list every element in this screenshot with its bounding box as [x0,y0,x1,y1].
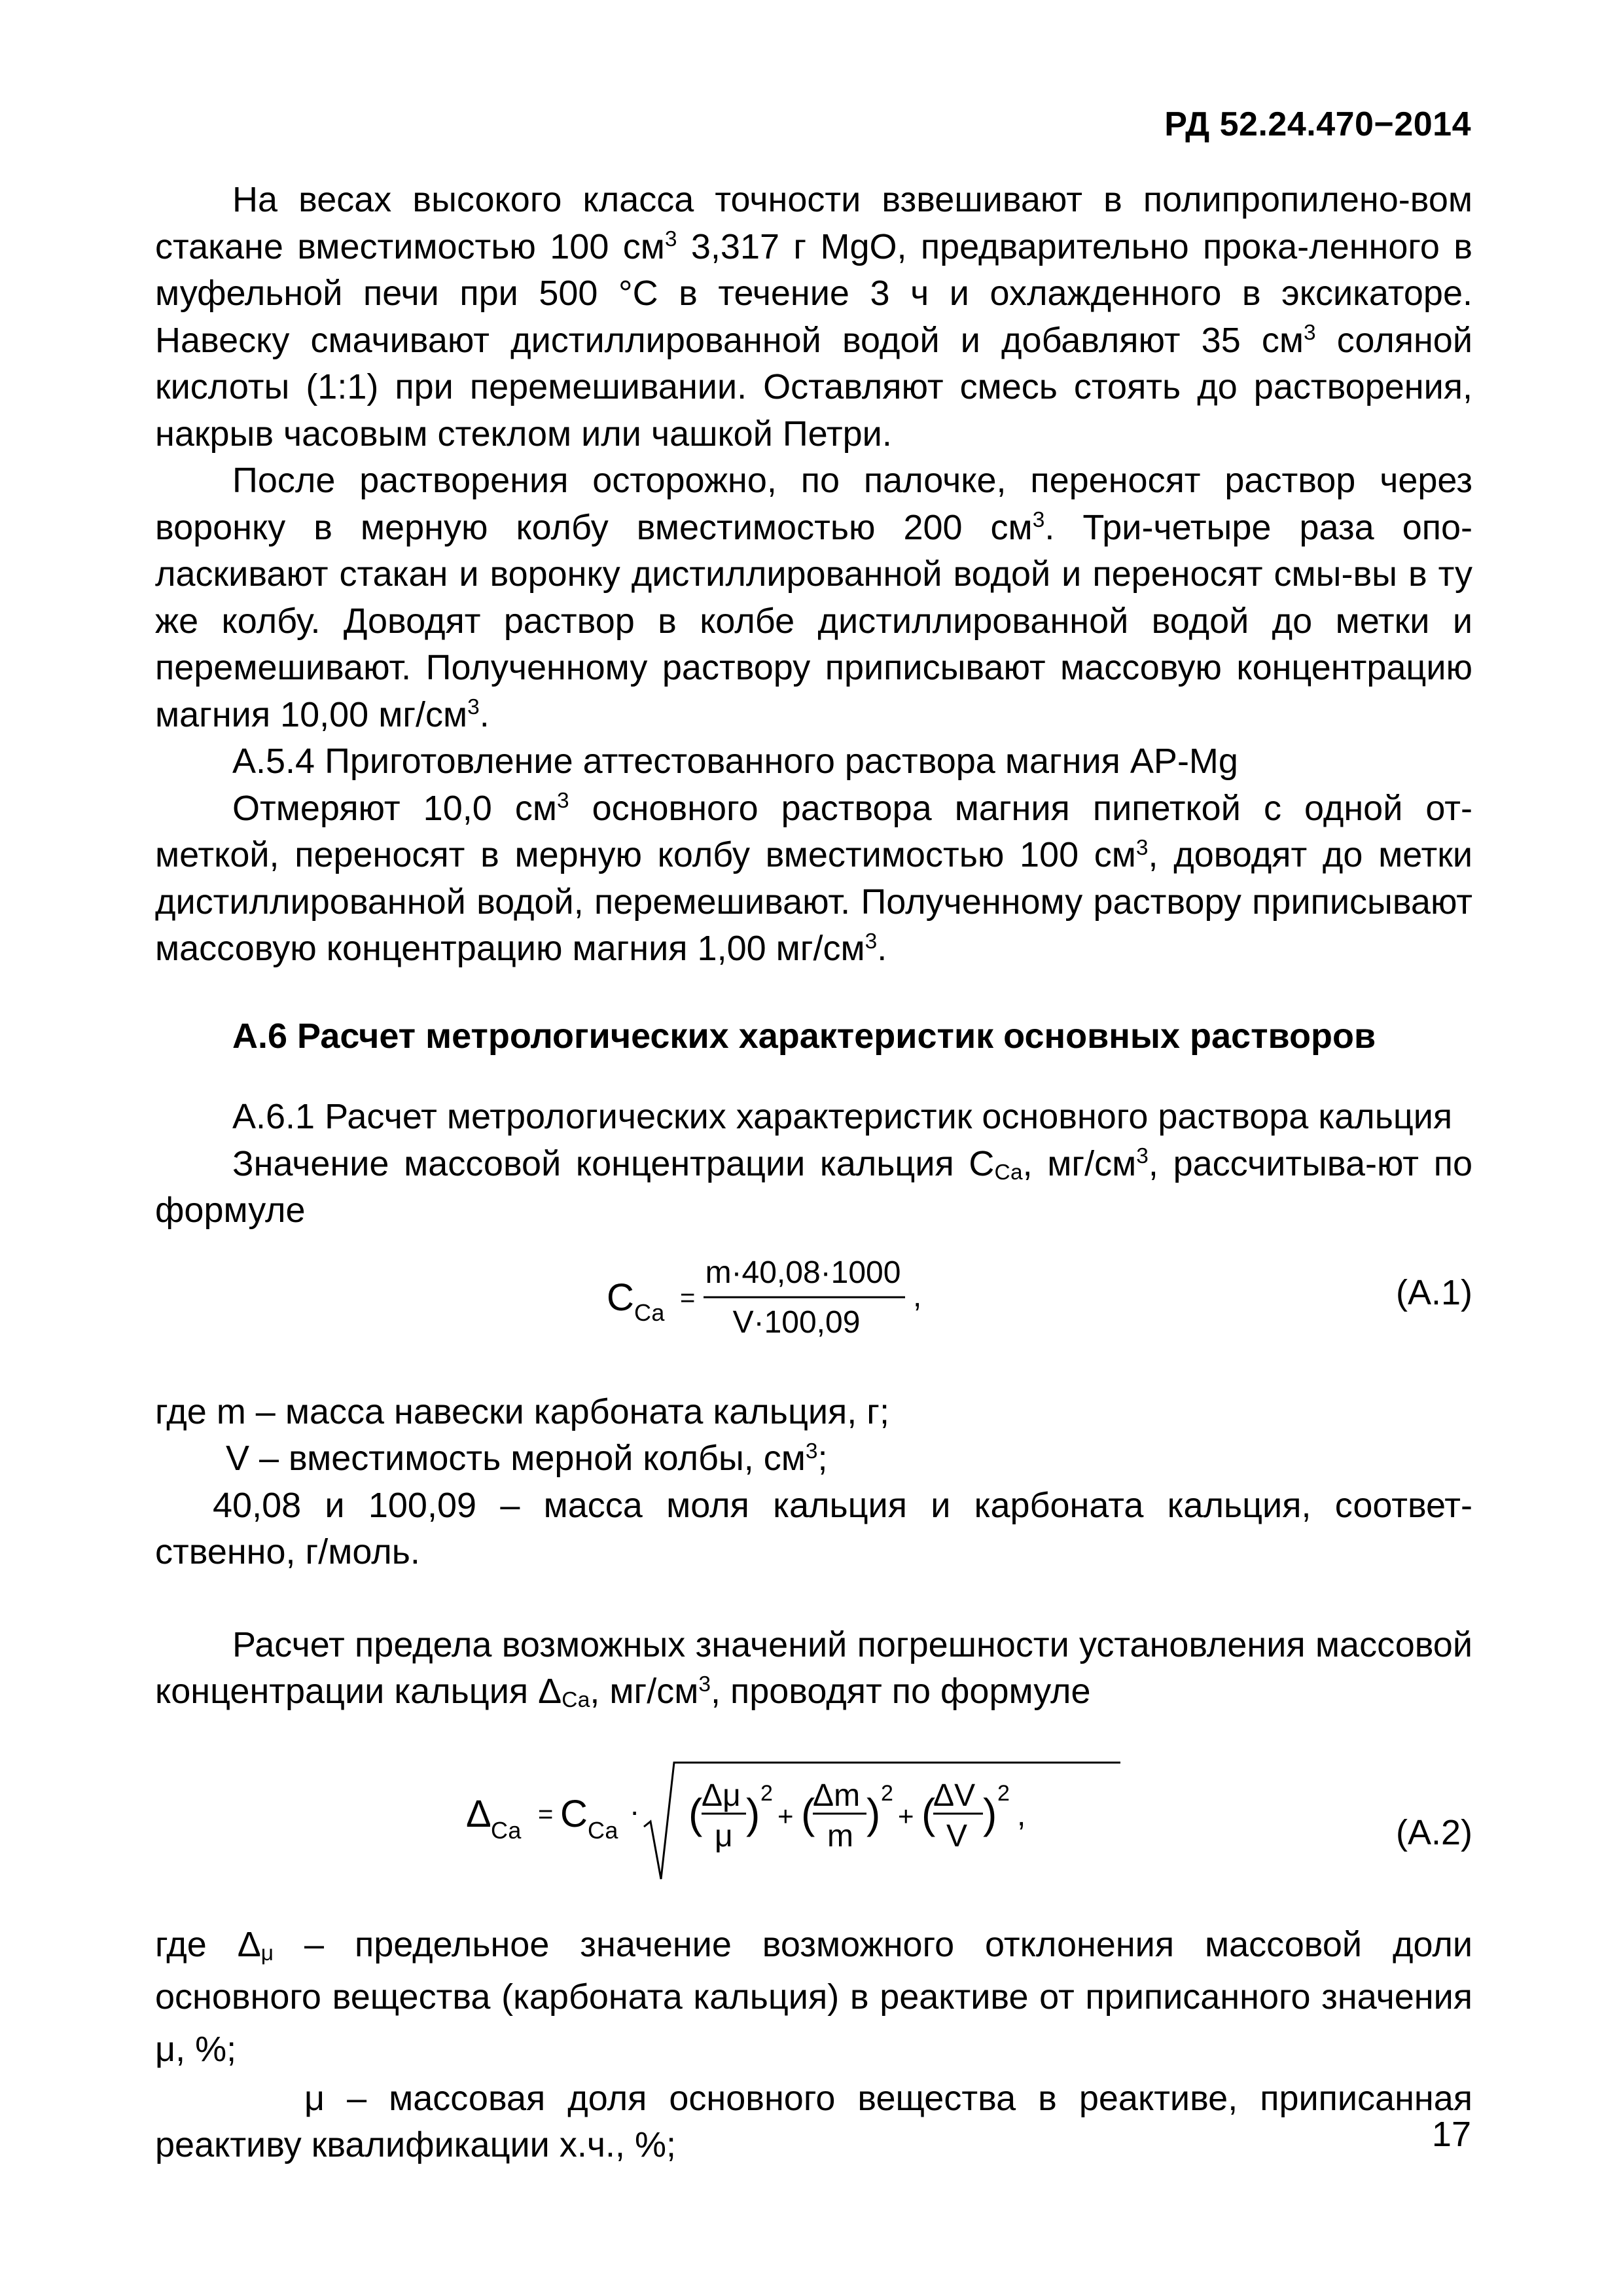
formula-a2-term3-denominator: V [946,1818,968,1854]
formula-a2-plus1: + [777,1800,794,1831]
formula-a2-term2-numerator: Δm [813,1778,861,1813]
subsection-a54-title: А.5.4 Приготовление аттестованного раствора магния АР-Mg [232,742,1238,781]
paren-open-icon: ( [801,1789,815,1837]
page-body [155,177,1472,2169]
document-number: РД 52.24.470−2014 [1164,105,1471,143]
formula-a2-term1-exponent: 2 [760,1780,773,1806]
formula-a1 [155,1238,1472,1363]
formula-a1-equals: = [680,1283,696,1312]
formula-a1-lhs-subscript: Са [634,1299,665,1326]
where-m: где m – масса навески карбоната кальция, г; [155,1391,889,1431]
where-mu: μ – массовая доля основного вещества в реактиве, приписанная реактиву квалификации х.ч., %; [155,2078,1472,2164]
paragraph-concentration-intro: Значение массовой концентрации кальция $С_{Са}$, $мг/см^3$, рассчитыва-ют по формуле [155,1143,1472,1230]
formula-a2-term2-denominator: m [827,1818,853,1854]
formula-a2-dot: · [630,1793,640,1828]
paren-open-icon: ( [688,1789,703,1837]
paren-close-icon: ) [746,1789,760,1837]
formula-a1-expression [607,1247,1104,1352]
formula-a2-term1-denominator: μ [715,1818,733,1854]
formula-a2-lhs: Δ [466,1792,491,1835]
section-a6-heading: А.6 Расчет метрологических характеристик основных растворов [232,1016,1376,1056]
formula-a2-comma: , [1017,1797,1026,1833]
formula-a2-equals: = [538,1799,554,1829]
where-molar-masses: 40,08 и 100,09 – масса моля кальция и карбоната кальция, соответ-ственно, г/моль. [155,1485,1472,1571]
formula-a1-denominator: V·100,09 [732,1304,861,1340]
formula-a2-term3-exponent: 2 [997,1780,1010,1806]
formula-a1-numerator: m·40,08·1000 [705,1255,901,1290]
formula-a1-lhs: С [607,1276,634,1319]
subsection-a61-title: А.6.1 Расчет метрологических характеристик основного раствора кальция [232,1097,1453,1136]
formula-a2-term2-exponent: 2 [881,1780,893,1806]
formula-a1-comma: , [913,1278,922,1314]
formula-a2-lhs-subscript: Са [491,1816,522,1844]
paragraph-mgo-weighing: На весах высокого класса точности взвешивают в полипропилено-вом стакане вместимостью 100 $см^3$ 3,317 г MgO, предварительно прока-ленного в муфельной печи при 500 °С в течение 3 ч и охлажденного в эксикаторе. Навеску смачивают дистиллированной водой и добавляют 35 $см^3$ соляной кислоты (1:1) при перемешивании. Оставляют смесь стоять до растворения, накрыв часовым стеклом или чашкой Петри. [155,180,1472,454]
paren-open-icon: ( [921,1789,936,1837]
formula-a2-number: (А.2) [1395,1812,1472,1852]
formula-a2-c-subscript: Са [588,1816,618,1844]
where-delta-mu: где $\Delta_\mu$ – предельное значение возможного отклонения массовой доли основного вещества (карбоната кальция) в реактиве от приписанного значения μ, %; [155,1924,1472,2069]
where-v: V – вместимость мерной колбы, $см^3$; [226,1439,828,1478]
paragraph-dissolution: После растворения осторожно, по палочке, переносят раствор через воронку в мерную колбу вместимостью 200 $см^3$. Три-четыре раза опо-ласкивают стакан и воронку дистиллированной водой и переносят смы-вы в ту же колбу. Доводят раствор в колбе дистиллированной водой до метки и перемешивают. Полученному раствору приписывают массовую концентрацию магния 10,00 $мг/см^3$. [155,461,1472,734]
formula-a2-term1-numerator: Δμ [702,1778,741,1813]
formula-a2-term3-numerator: ΔV [933,1778,976,1813]
paragraph-error-intro: Расчет предела возможных значений погрешности установления массовой концентрации кальция $\Delta_{Са}$, $мг/см^3$, проводят по формуле [155,1624,1472,1713]
paragraph-ar-mg-preparation: Отмеряют 10,0 $см^3$ основного раствора магния пипеткой с одной от-меткой, переносят в мерную колбу вместимостью 100 $см^3$, доводят до метки дистиллированной водой, перемешивают. Полученному раствору приписывают массовую концентрацию магния 1,00 $мг/см^3$. [155,788,1472,968]
formula-a2-expression [466,1748,1120,1899]
paren-close-icon: ) [983,1789,997,1837]
formula-a2-c: С [560,1792,588,1835]
formula-a2 [155,1742,1472,1905]
paren-close-icon: ) [866,1789,881,1837]
formula-a2-plus2: + [898,1800,914,1831]
formula-a1-number: (А.1) [1395,1272,1472,1312]
page-number: 17 [1431,2115,1471,2154]
